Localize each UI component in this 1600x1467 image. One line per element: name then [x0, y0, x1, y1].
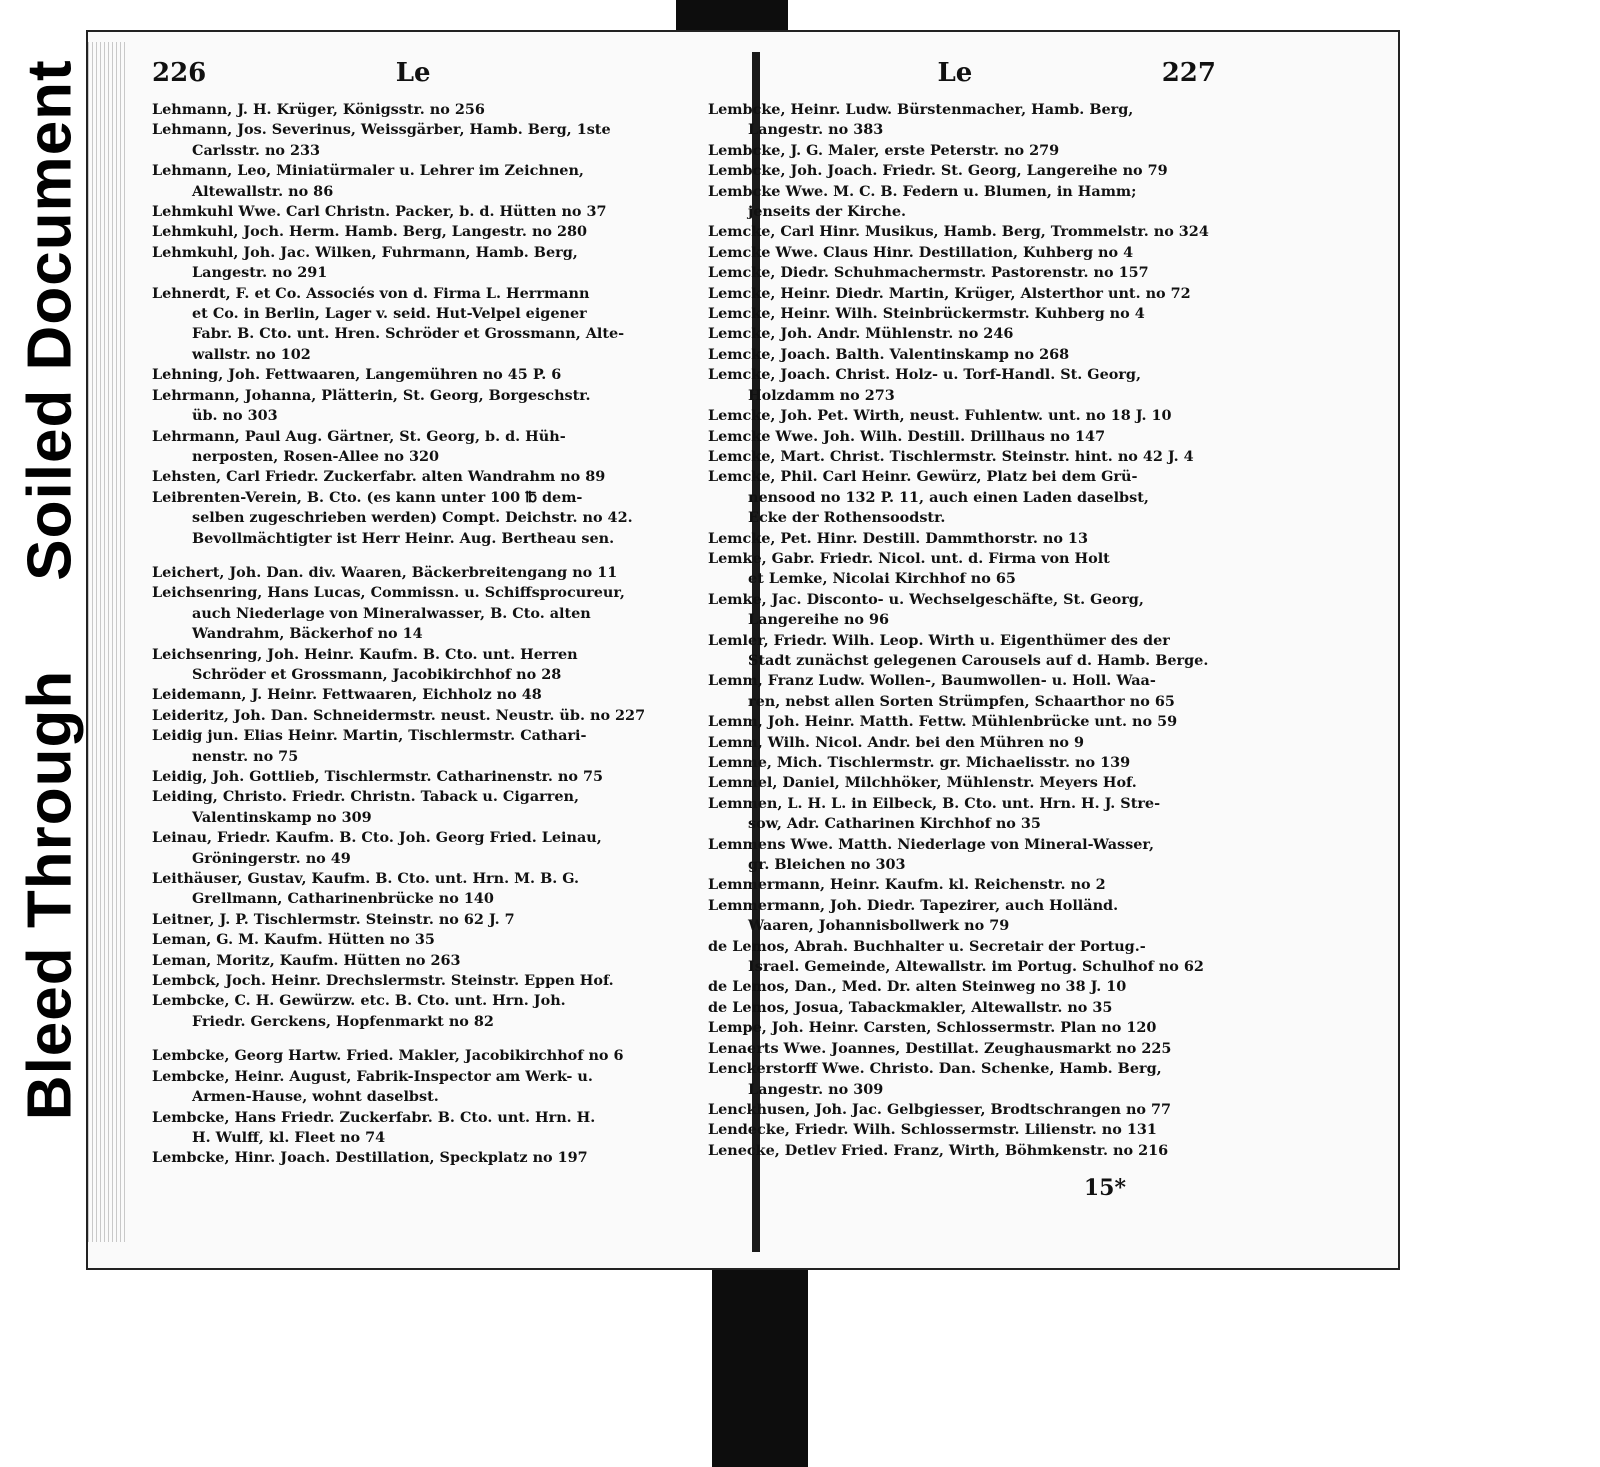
page-number: 226: [152, 58, 207, 88]
directory-entry: Leithäuser, Gustav, Kaufm. B. Cto. unt. Hrn. M. B. G. Grellmann, Catharinenbrücke no 140: [152, 870, 580, 908]
directory-entry: Lehmkuhl, Joh. Jac. Wilken, Fuhrmann, Hamb. Berg, Langestr. no 291: [152, 243, 578, 282]
directory-entry: Lemcke, Heinr. Wilh. Steinbrückermstr. Kuhberg no 4: [708, 305, 1145, 323]
directory-entry: Leidig, Joh. Gottlieb, Tischlermstr. Catharinenstr. no 75: [152, 768, 604, 785]
directory-entry: Lemcke, Joh. Andr. Mühlenstr. no 246: [708, 325, 1014, 343]
directory-entry: Lemcke, Mart. Christ. Tischlermstr. Steinstr. hint. no 42 J. 4: [708, 447, 1194, 465]
directory-entry: Lemcke Wwe. Claus Hinr. Destillation, Kuhberg no 4: [708, 243, 1134, 261]
directory-entry: Lenecke, Detlev Fried. Franz, Wirth, Böhmkenstr. no 216: [708, 1141, 1169, 1159]
directory-entry: Lehmann, Jos. Severinus, Weissgärber, Hamb. Berg, 1ste Carlsstr. no 233: [152, 121, 611, 159]
directory-entry: Lemcke, Joach. Christ. Holz- u. Torf-Handl. St. Georg, Holzdamm no 273: [708, 366, 1141, 404]
running-head: Le: [937, 58, 973, 88]
directory-entry: Lemke, Gabr. Friedr. Nicol. unt. d. Firma von Holt et Lemke, Nicolai Kirchhof no 65: [708, 549, 1110, 588]
directory-entry: de Lemos, Dan., Med. Dr. alten Steinweg no 38 J. 10: [708, 978, 1127, 996]
directory-entry: Lenaerts Wwe. Joannes, Destillat. Zeughausmarkt no 225: [708, 1039, 1172, 1057]
directory-entry: Leinau, Friedr. Kaufm. B. Cto. Joh. Georg Fried. Leinau, Gröningerstr. no 49: [152, 829, 602, 867]
directory-entry: Leichert, Joh. Dan. div. Waaren, Bäckerbreitengang no 11: [152, 563, 618, 581]
directory-entry: Lembcke, Joh. Joach. Friedr. St. Georg, Langereihe no 79: [708, 162, 1168, 180]
directory-entry: Lemm, Franz Ludw. Wollen-, Baumwollen- u. Holl. Waa- ren, nebst allen Sorten Strümpfen, Schaarthor no 65: [708, 672, 1175, 710]
page-number: 227: [1161, 58, 1216, 88]
directory-entry: Lehmkuhl Wwe. Carl Christn. Packer, b. d. Hütten no 37: [152, 203, 607, 221]
directory-entry: Lemcke, Pet. Hinr. Destill. Dammthorstr. no 13: [708, 529, 1088, 547]
directory-entry: Lemm, Wilh. Nicol. Andr. bei den Mühren no 9: [708, 733, 1085, 751]
directory-entry: de Lemos, Abrah. Buchhalter u. Secretair der Portug.- Israel. Gemeinde, Altewallstr. im Portug. Schulhof no 62: [708, 937, 1204, 976]
directory-entry: Lendecke, Friedr. Wilh. Schlossermstr. Lilienstr. no 131: [708, 1121, 1157, 1139]
directory-entry: Lehnerdt, F. et Co. Associés von d. Firma L. Herrmann et Co. in Berlin, Lager v. seid. Hut-Velpel eigener Fabr. B. Cto. unt. Hren. Schröder et Grossmann, Alte- wallstr. no 102: [152, 284, 625, 363]
signature-mark: 15*: [1083, 1175, 1126, 1202]
directory-entry: Lempe, Joh. Heinr. Carsten, Schlossermstr. Plan no 120: [708, 1019, 1157, 1037]
binding-strip-bottom: [712, 1250, 808, 1467]
directory-entry: Lembcke Wwe. M. C. B. Federn u. Blumen, in Hamm; jenseits der Kirche.: [708, 182, 1137, 221]
directory-entry: Lembcke, Heinr. August, Fabrik-Inspector am Werk- u. Armen-Hause, wohnt daselbst.: [152, 1067, 593, 1106]
directory-entry: Lembcke, Hans Friedr. Zuckerfabr. B. Cto. unt. Hrn. H. H. Wulff, kl. Fleet no 74: [152, 1108, 596, 1146]
directory-entry: Leidig jun. Elias Heinr. Martin, Tischlermstr. Cathari- nenstr. no 75: [152, 727, 587, 765]
left-page-header: [152, 58, 660, 88]
directory-entry: Leman, Moritz, Kaufm. Hütten no 263: [152, 951, 461, 969]
directory-entry: Lehrmann, Johanna, Plätterin, St. Georg, Borgeschstr. üb. no 303: [152, 386, 591, 425]
directory-entry: Lembck, Joch. Heinr. Drechslermstr. Steinstr. Eppen Hof.: [152, 972, 614, 990]
directory-entry: Lemmel, Daniel, Milchhöker, Mühlenstr. Meyers Hof.: [708, 774, 1137, 792]
directory-entry: Lemmens Wwe. Matth. Niederlage von Mineral-Wasser, gr. Bleichen no 303: [708, 835, 1154, 874]
directory-entry: Leiding, Christo. Friedr. Christn. Taback u. Cigarren, Valentinskamp no 309: [152, 788, 579, 826]
bleed-through-label: [0, 660, 100, 1130]
directory-entry: Lenckhusen, Joh. Jac. Gelbgiesser, Brodtschrangen no 77: [708, 1100, 1172, 1118]
directory-entry: Lemcke, Carl Hinr. Musikus, Hamb. Berg, Trommelstr. no 324: [708, 223, 1209, 241]
directory-entry: Leideritz, Joh. Dan. Schneidermstr. neust. Neustr. üb. no 227: [152, 706, 646, 724]
directory-entry: Leichsenring, Joh. Heinr. Kaufm. B. Cto. unt. Herren Schröder et Grossmann, Jacobikirchhof no 28: [152, 645, 578, 683]
directory-entry: Lemmen, L. H. L. in Eilbeck, B. Cto. unt. Hrn. H. J. Stre- sow, Adr. Catharinen Kirchhof no 35: [708, 794, 1161, 833]
directory-entries-left: [152, 100, 660, 1169]
directory-entry: Lehsten, Carl Friedr. Zuckerfabr. alten Wandrahm no 89: [152, 468, 606, 486]
directory-entry: Lemke, Jac. Disconto- u. Wechselgeschäfte, St. Georg, Langereihe no 96: [708, 590, 1144, 629]
directory-entry: Leidemann, J. Heinr. Fettwaaren, Eichholz no 48: [152, 686, 542, 704]
directory-entry: Lemcke, Joh. Pet. Wirth, neust. Fuhlentw. unt. no 18 J. 10: [708, 407, 1172, 425]
directory-entry: Lemler, Friedr. Wilh. Leop. Wirth u. Eigenthümer des der Stadt zunächst gelegenen Carousels auf d. Hamb. Berge.: [708, 631, 1209, 669]
directory-entry: Leman, G. M. Kaufm. Hütten no 35: [152, 931, 435, 949]
directory-entry: Lehmann, J. H. Krüger, Königsstr. no 256: [152, 101, 485, 118]
directory-entry: Lemcke, Phil. Carl Heinr. Gewürz, Platz bei dem Grü- nensood no 132 P. 11, auch einen Laden daselbst, Ecke der Rothensoodstr.: [708, 468, 1149, 527]
directory-entry: Lehmann, Leo, Miniatürmaler u. Lehrer im Zeichnen, Altewallstr. no 86: [152, 162, 584, 200]
directory-entry: Lenckerstorff Wwe. Christo. Dan. Schenke, Hamb. Berg, Langestr. no 309: [708, 1060, 1162, 1098]
directory-entry: Lemcke, Joach. Balth. Valentinskamp no 268: [708, 345, 1070, 363]
directory-entry: de Lemos, Josua, Tabackmakler, Altewallstr. no 35: [708, 998, 1113, 1016]
directory-entry: Lembcke, J. G. Maler, erste Peterstr. no 279: [708, 141, 1060, 159]
soiled-document-text: Soiled Document: [15, 59, 85, 581]
left-page: [152, 58, 660, 1169]
directory-entry: Lembcke, C. H. Gewürzw. etc. B. Cto. unt. Hrn. Joh. Friedr. Gerckens, Hopfenmarkt no 82: [152, 992, 566, 1030]
directory-entry: Lehning, Joh. Fettwaaren, Langemühren no 45 P. 6: [152, 366, 562, 384]
directory-entry: Lemcke, Heinr. Diedr. Martin, Krüger, Alsterthor unt. no 72: [708, 284, 1191, 302]
directory-entry: Leibrenten-Verein, B. Cto. (es kann unter 100 ℔ dem- selben zugeschrieben werden) Compt. Deichstr. no 42. Bevollmächtigter ist Herr Heinr. Aug. Bertheau sen.: [152, 488, 633, 547]
directory-entry: Lembcke, Georg Hartw. Fried. Makler, Jacobikirchhof no 6: [152, 1047, 624, 1065]
right-page: [708, 58, 1216, 1201]
directory-entry: Lehmkuhl, Joch. Herm. Hamb. Berg, Langestr. no 280: [152, 223, 588, 241]
directory-entry: Leitner, J. P. Tischlermstr. Steinstr. no 62 J. 7: [152, 910, 515, 928]
directory-entry: Lemmermann, Heinr. Kaufm. kl. Reichenstr. no 2: [708, 876, 1106, 894]
bleed-through-text: Bleed Through: [15, 669, 85, 1121]
directory-entry: Lemcke, Diedr. Schuhmachermstr. Pastorenstr. no 157: [708, 264, 1149, 282]
directory-entry: Lemme, Mich. Tischlermstr. gr. Michaelisstr. no 139: [708, 754, 1131, 771]
directory-entries-right: [708, 100, 1216, 1161]
running-head: Le: [395, 58, 431, 88]
directory-entry: Lemm, Joh. Heinr. Matth. Fettw. Mühlenbrücke unt. no 59: [708, 713, 1178, 731]
directory-entry: Leichsenring, Hans Lucas, Commissn. u. Schiffsprocureur, auch Niederlage von Mineralwasser, B. Cto. alten Wandrahm, Bäckerhof no 14: [152, 584, 625, 643]
soiled-document-label: [0, 60, 100, 580]
directory-entry: Lemcke Wwe. Joh. Wilh. Destill. Drillhaus no 147: [708, 427, 1106, 445]
directory-entry: Lemmermann, Joh. Diedr. Tapezirer, auch Holländ. Waaren, Johannisbollwerk no 79: [708, 896, 1119, 935]
directory-entry: Lehrmann, Paul Aug. Gärtner, St. Georg, b. d. Hüh- nerposten, Rosen-Allee no 320: [152, 427, 566, 465]
page-edges: [88, 42, 128, 1242]
directory-entry: Lembcke, Heinr. Ludw. Bürstenmacher, Hamb. Berg, Langestr. no 383: [708, 101, 1134, 139]
directory-entry: Lembcke, Hinr. Joach. Destillation, Speckplatz no 197: [152, 1149, 588, 1167]
right-page-header: [708, 58, 1216, 88]
